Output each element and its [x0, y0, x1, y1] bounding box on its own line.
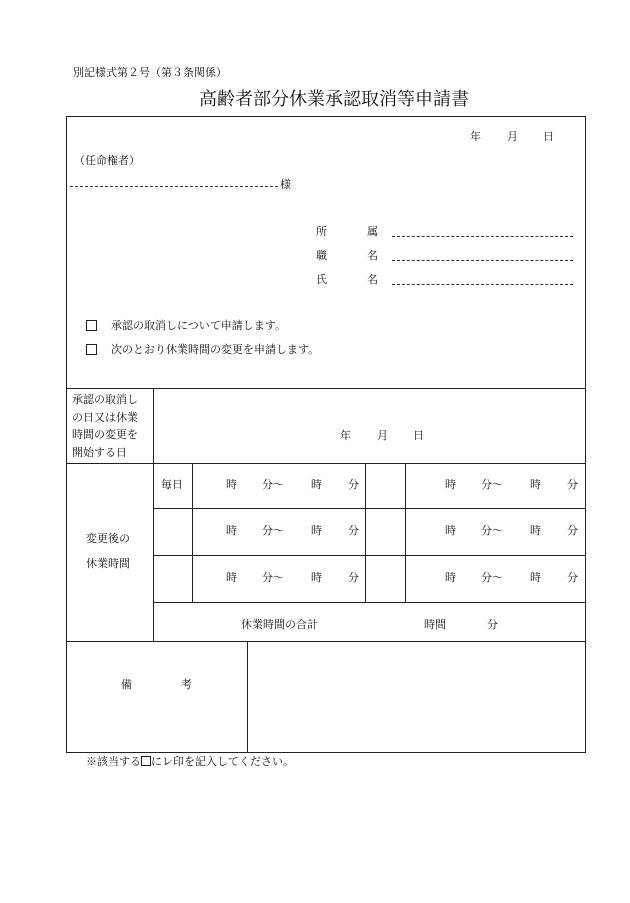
option-change[interactable]: 次のとおり休業時間の変更を申請します。: [86, 341, 319, 357]
divider: [153, 388, 154, 641]
left-end-min: 分: [348, 478, 359, 491]
affiliation-l: 所: [316, 225, 327, 238]
right-start-hour: 時: [445, 478, 456, 491]
every-day-label: 毎日: [161, 478, 183, 491]
footnote: ※該当する にレ印を記入してください。: [86, 755, 294, 768]
divider: [66, 641, 586, 642]
right-start-min: 分～: [481, 478, 503, 491]
affiliation-line[interactable]: [392, 236, 573, 237]
total-label: 休業時間の合計: [241, 618, 318, 631]
start-month: 月: [377, 429, 388, 442]
form-number: 別記様式第２号（第３条関係）: [73, 66, 227, 79]
appointer-line[interactable]: [70, 186, 278, 187]
remarks-field[interactable]: [250, 645, 582, 749]
left-end-hour: 時: [311, 478, 322, 491]
right-start-hour: 時: [445, 571, 456, 584]
divider: [153, 602, 586, 603]
page-title: 高齢者部分休業承認取消等申請書: [199, 89, 469, 110]
hours-label-2: 休業時間: [86, 557, 130, 570]
total-min: 分: [487, 618, 498, 631]
affiliation-r: 属: [367, 225, 378, 238]
left-end-hour: 時: [311, 571, 322, 584]
divider: [153, 555, 586, 556]
date-year: 年: [470, 130, 481, 143]
left-start-min: 分～: [262, 478, 284, 491]
divider: [66, 388, 586, 389]
right-start-min: 分～: [481, 571, 503, 584]
date-month: 月: [507, 130, 518, 143]
left-end-hour: 時: [311, 524, 322, 537]
start-day: 日: [413, 429, 424, 442]
position-r: 名: [367, 249, 378, 262]
hours-label-1: 変更後の: [86, 532, 130, 545]
divider: [192, 463, 193, 602]
left-start-min: 分～: [262, 524, 284, 537]
start-date-label: 承認の取消し の日又は休業 時間の変更を 開始する日: [72, 393, 138, 459]
divider: [365, 463, 366, 602]
remarks-r: 考: [181, 678, 192, 691]
right-end-min: 分: [567, 478, 578, 491]
divider: [153, 508, 586, 509]
right-end-min: 分: [567, 571, 578, 584]
left-start-min: 分～: [262, 571, 284, 584]
position-l: 職: [316, 249, 327, 262]
start-year: 年: [340, 429, 351, 442]
right-end-hour: 時: [530, 571, 541, 584]
appointer-label: （任命権者）: [74, 154, 140, 167]
right-start-min: 分～: [481, 524, 503, 537]
right-start-hour: 時: [445, 524, 456, 537]
left-start-hour: 時: [226, 478, 237, 491]
checkbox-icon: [141, 756, 151, 766]
right-end-min: 分: [567, 524, 578, 537]
left-start-hour: 時: [226, 571, 237, 584]
remarks-l: 備: [121, 678, 132, 691]
right-end-hour: 時: [530, 524, 541, 537]
left-start-hour: 時: [226, 524, 237, 537]
sama-label: 様: [280, 178, 291, 191]
position-line[interactable]: [392, 260, 573, 261]
right-end-hour: 時: [530, 478, 541, 491]
left-end-min: 分: [348, 571, 359, 584]
date-day: 日: [543, 130, 554, 143]
name-line[interactable]: [392, 284, 573, 285]
left-end-min: 分: [348, 524, 359, 537]
checkbox-icon[interactable]: [86, 320, 97, 331]
name-l: 氏: [316, 273, 327, 286]
option-cancel[interactable]: 承認の取消しについて申請します。: [86, 317, 286, 333]
divider: [247, 641, 248, 753]
checkbox-icon[interactable]: [86, 344, 97, 355]
divider: [66, 463, 586, 464]
divider: [405, 463, 406, 602]
name-r: 名: [367, 273, 378, 286]
total-hours: 時間: [424, 618, 446, 631]
